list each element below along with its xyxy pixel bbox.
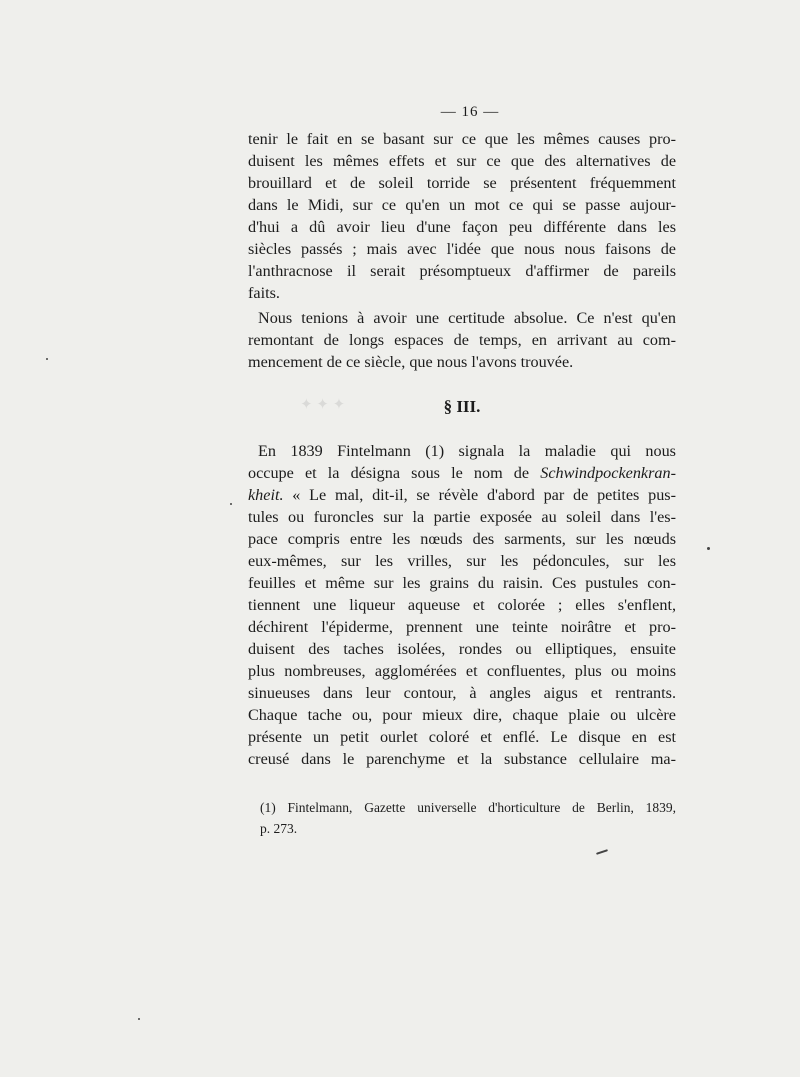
bleed-through-text: ✦ ✦ ✦ (300, 397, 346, 413)
text-line: brouillard et de soleil torride se présentent fréquemment (248, 174, 676, 192)
text-line: duisent les mêmes effets et sur ce que des alternatives de (248, 152, 676, 170)
scan-speck (707, 547, 710, 550)
text-line: duisent des taches isolées, rondes ou elliptiques, ensuite (248, 640, 676, 658)
text-line: tiennent une liqueur aqueuse et colorée ; elles s'enflent, (248, 596, 676, 614)
text-line: remontant de longs espaces de temps, en arrivant au com- (248, 331, 676, 349)
text-line: feuilles et même sur les grains du raisin. Ces pustules con- (248, 574, 676, 592)
text-line: dans le Midi, sur ce qu'en un mot ce qui se passe aujour- (248, 196, 676, 214)
text-line (248, 462, 676, 484)
text-line: pace compris entre les nœuds des sarments, sur les nœuds (248, 530, 676, 548)
text-line: déchirent l'épiderme, prennent une teinte noirâtre et pro- (248, 618, 676, 636)
text-line: présente un petit ourlet coloré et enflé. Le disque en est (248, 728, 676, 746)
text-line: sinueuses dans leur contour, à angles aigus et rentrants. (248, 684, 676, 702)
text-line (248, 484, 676, 506)
text-segment: « Le mal, dit-il, se révèle d'abord par de petites pus- (283, 486, 676, 504)
scan-speck (230, 503, 232, 505)
text-line: siècles passés ; mais avec l'idée que nous nous faisons de (248, 240, 676, 258)
text-line: tules ou furoncles sur la partie exposée au soleil dans l'es- (248, 508, 676, 526)
text-line: d'hui a dû avoir lieu d'une façon peu différente dans les (248, 218, 676, 236)
italic-term: Schwindpockenkran- (540, 464, 676, 482)
text-line: faits. (248, 284, 280, 302)
text-line: Chaque tache ou, pour mieux dire, chaque plaie ou ulcère (248, 706, 676, 724)
main-text (248, 128, 676, 770)
section-heading: § III. (443, 397, 481, 416)
text-line: l'anthracnose il serait présomptueux d'affirmer de pareils (248, 262, 676, 280)
text-line: mencement de ce siècle, que nous l'avons trouvée. (248, 353, 574, 371)
text-line: tenir le fait en se basant sur ce que les mêmes causes pro- (248, 130, 676, 148)
text-line: En 1839 Fintelmann (1) signala la maladie qui nous (258, 442, 676, 460)
text-line: plus nombreuses, agglomérées et confluentes, plus ou moins (248, 662, 676, 680)
text-line: creusé dans le parenchyme et la substance cellulaire ma- (248, 750, 676, 768)
page-number: — 16 — (440, 104, 500, 120)
text-line: Nous tenions à avoir une certitude absolue. Ce n'est qu'en (258, 309, 676, 327)
scan-speck (596, 849, 608, 855)
text-segment: occupe et la désigna sous le nom de (248, 464, 530, 482)
scan-speck (138, 1018, 140, 1020)
scan-speck (46, 358, 48, 360)
footnote-line: (1) Fintelmann, Gazette universelle d'horticulture de Berlin, 1839, (260, 800, 676, 815)
footnote-line: p. 273. (260, 821, 298, 836)
text-line: eux-mêmes, sur les vrilles, sur les pédoncules, sur les (248, 552, 676, 570)
footnote (260, 797, 676, 839)
italic-term: kheit. (248, 486, 284, 504)
